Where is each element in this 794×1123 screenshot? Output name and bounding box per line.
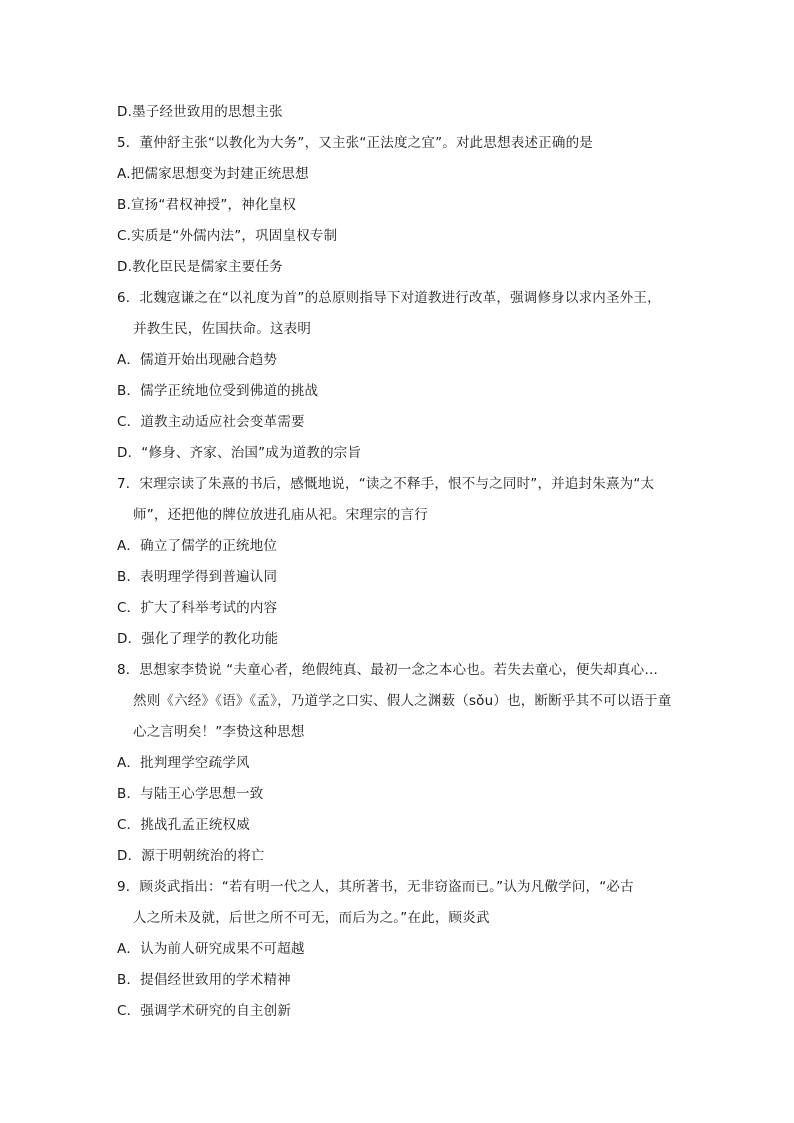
option-8a: A．批判理学空疏学风 — [117, 755, 250, 771]
option-9c: C．强调学术研究的自主创新 — [117, 1003, 292, 1019]
question-9: 9．顾炎武指出：“若有明一代之人，其所著书，无非窃盗而已。”认为凡儆学问，“必古 — [117, 879, 634, 895]
option-5a: A.把儒家思想变为封建正统思想 — [117, 166, 309, 182]
option-9b: B．提倡经世致用的学术精神 — [117, 972, 291, 988]
option-8d: D．源于明朝统治的将亡 — [117, 848, 265, 864]
option-6c: C．道教主动适应社会变革需要 — [117, 414, 305, 430]
option-9a: A．认为前人研究成果不可超越 — [117, 941, 305, 957]
option-5c: C.实质是“外儒内法”，巩固皇权专制 — [117, 228, 338, 244]
option-7c: C．扩大了科举考试的内容 — [117, 600, 278, 616]
option-4d: D.墨子经世致用的思想主张 — [117, 104, 283, 120]
question-8-continued: 然则《六经》《语》《孟》，乃道学之口实、假人之渊薮（sǒu）也，断断乎其不可以语于童 — [133, 693, 672, 709]
option-5d: D.教化臣民是儒家主要任务 — [117, 259, 283, 275]
option-7b: B．表明理学得到普遍认同 — [117, 569, 278, 585]
question-6-continued: 并教生民，佐国扶命。这表明 — [133, 321, 312, 337]
question-6: 6．北魏寇谦之在“以礼度为首”的总原则指导下对道教进行改革，强调修身以求内圣外王， — [117, 290, 661, 306]
option-7a: A．确立了儒学的正统地位 — [117, 538, 278, 554]
question-9-continued: 人之所未及就，后世之所不可无，而后为之。”在此，顾炎武 — [133, 910, 490, 926]
option-8c: C．挑战孔孟正统权威 — [117, 817, 250, 833]
question-7: 7．宋理宗读了朱熹的书后，感慨地说，“读之不释手，恨不与之同时”，并追封朱熹为“太 — [117, 476, 655, 492]
question-7-continued: 师”，还把他的牌位放进孔庙从祀。宋理宗的言行 — [133, 507, 428, 523]
question-8: 8．思想家李贽说 “夫童心者，绝假纯真、最初一念之本心也。若失去童心，便失却真心… — [117, 662, 659, 678]
option-6a: A．儒道开始出现融合趋势 — [117, 352, 278, 368]
option-8b: B．与陆王心学思想一致 — [117, 786, 264, 802]
option-7d: D．强化了理学的教化功能 — [117, 631, 279, 647]
option-5b: B.宣扬“君权神授”，神化皇权 — [117, 197, 297, 213]
question-5: 5．董仲舒主张“以教化为大务”，又主张“正法度之宜”。对此思想表述正确的是 — [117, 135, 593, 151]
question-8-continued-2: 心之言明矣！”李贽这种思想 — [133, 724, 305, 740]
option-6b: B．儒学正统地位受到佛道的挑战 — [117, 383, 319, 399]
option-6d: D．“修身、齐家、治国”成为道教的宗旨 — [117, 445, 362, 461]
